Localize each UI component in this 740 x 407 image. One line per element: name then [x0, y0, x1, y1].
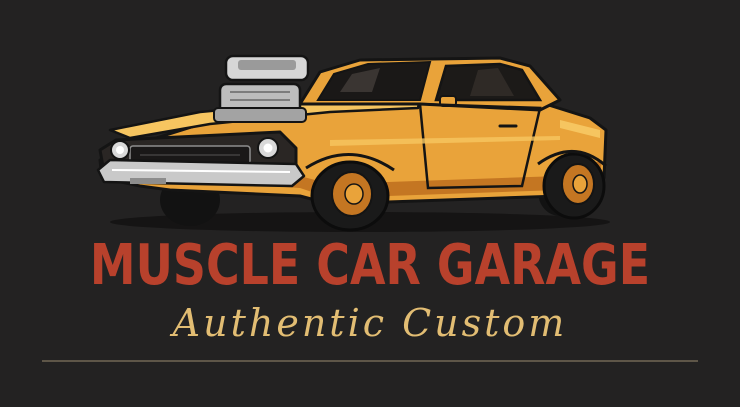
logo-title: MUSCLE CAR GARAGE [89, 233, 651, 298]
divider-line [42, 360, 698, 362]
logo-subtitle: Authentic Custom [172, 301, 568, 345]
supercharger-engine-icon [214, 56, 308, 122]
